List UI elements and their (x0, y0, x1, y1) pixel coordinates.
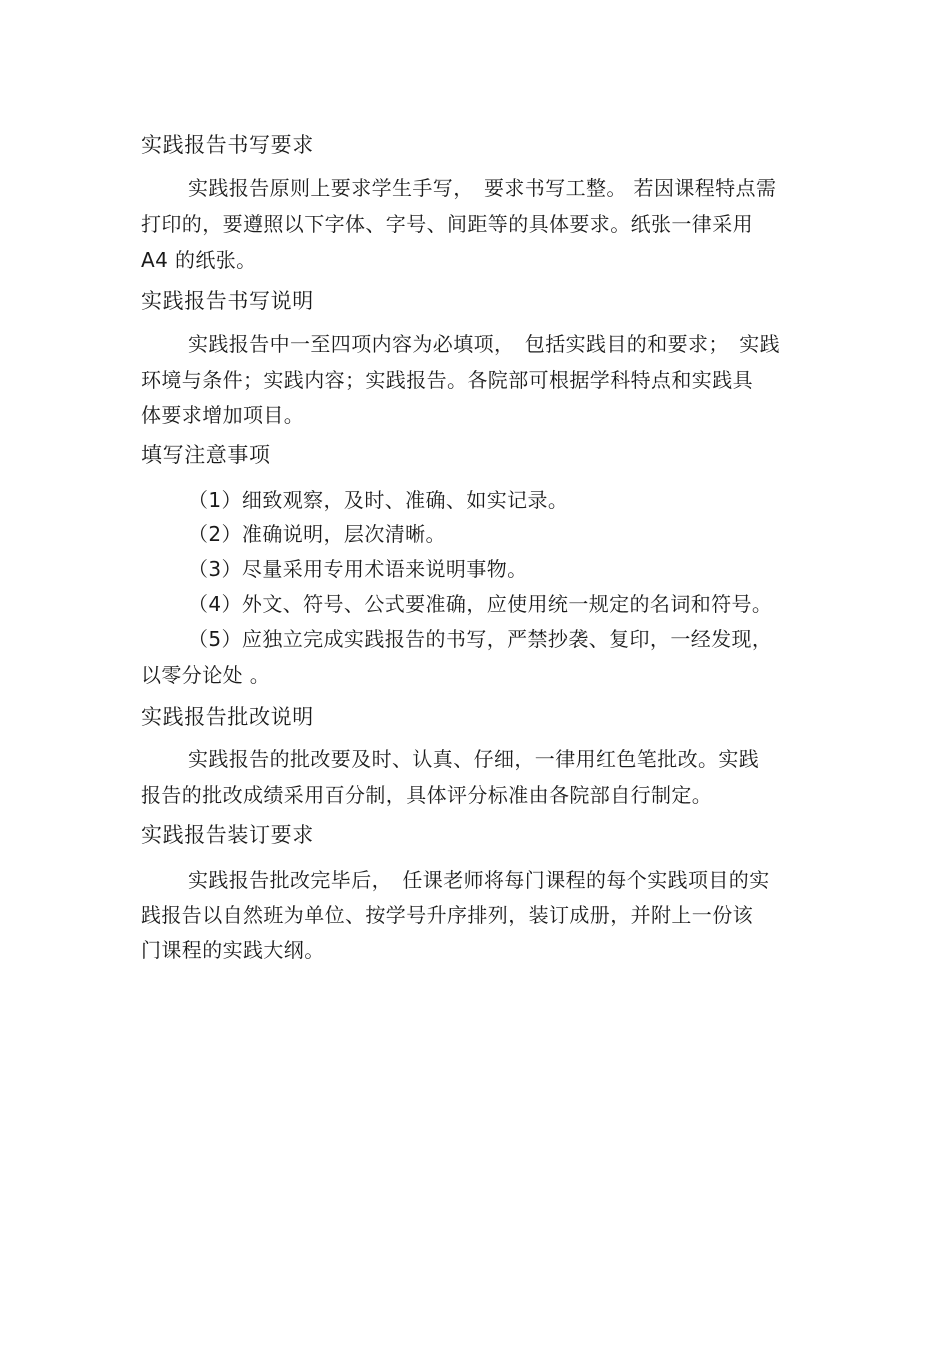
paragraph-line: 践报告以自然班为单位、按学号升序排列，装订成册，并附上一份该 (141, 903, 753, 927)
list-item: （3）尽量采用专用术语来说明事物。 (188, 557, 528, 581)
list-item-continuation: 以零分论处 。 (141, 663, 271, 687)
paragraph-line: 环境与条件；实践内容；实践报告。各院部可根据学科特点和实践具 (141, 368, 753, 392)
list-item: （5）应独立完成实践报告的书写，严禁抄袭、复印，一经发现， (188, 627, 773, 651)
paragraph-line: 实践报告中一至四项内容为必填项， 包括实践目的和要求； 实践 (188, 332, 780, 356)
section-heading-writing-requirements: 实践报告书写要求 (141, 133, 314, 157)
paragraph-line: 实践报告原则上要求学生手写， 要求书写工整。 若因课程特点需 (188, 176, 777, 200)
paragraph-line: 打印的，要遵照以下字体、字号、间距等的具体要求。纸张一律采用 (141, 212, 753, 236)
list-item: （1）细致观察，及时、准确、如实记录。 (188, 488, 569, 512)
section-heading-binding: 实践报告装订要求 (141, 823, 314, 847)
section-heading-grading: 实践报告批改说明 (141, 705, 314, 729)
paragraph-line: 体要求增加项目。 (141, 403, 305, 427)
section-heading-notes: 填写注意事项 (141, 443, 271, 467)
list-item: （4）外文、符号、公式要准确，应使用统一规定的名词和符号。 (188, 592, 773, 616)
paragraph-line: 报告的批改成绩采用百分制，具体评分标准由各院部自行制定。 (141, 783, 713, 807)
paragraph-line: A4 的纸张。 (141, 248, 257, 272)
list-item: （2）准确说明，层次清晰。 (188, 522, 446, 546)
paragraph-line: 实践报告批改完毕后， 任课老师将每门课程的每个实践项目的实 (188, 868, 770, 892)
section-heading-writing-instructions: 实践报告书写说明 (141, 289, 314, 313)
paragraph-line: 实践报告的批改要及时、认真、仔细，一律用红色笔批改。实践 (188, 747, 760, 771)
paragraph-line: 门课程的实践大纲。 (141, 938, 325, 962)
